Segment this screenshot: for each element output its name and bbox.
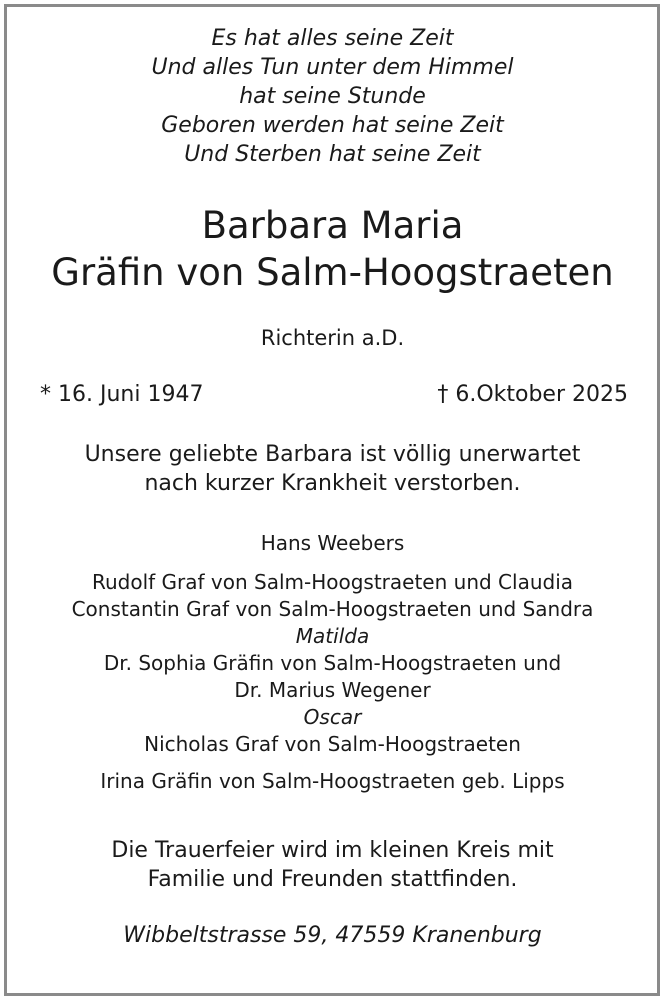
deceased-name xyxy=(0,202,665,296)
mourner-last: Irina Gräfin von Salm-Hoogstraeten geb. Lipps xyxy=(100,769,565,793)
mourner-family-line: Dr. Sophia Gräfin von Salm-Hoogstraeten und xyxy=(103,651,562,675)
funeral-service-note xyxy=(0,836,665,894)
mourners-list xyxy=(0,530,665,795)
mourner-family-line: Constantin Graf von Salm-Hoogstraeten und Sandra xyxy=(71,597,594,621)
verse-line: Geboren werden hat seine Zeit xyxy=(161,113,504,138)
mourner-grandchild: Oscar xyxy=(303,705,362,729)
verse-line: Es hat alles seine Zeit xyxy=(211,26,454,51)
announcement-message xyxy=(0,440,665,498)
message-line: Unsere geliebte Barbara ist völlig unerwartet xyxy=(84,442,581,467)
address: Wibbeltstrasse 59, 47559 Kranenburg xyxy=(123,923,542,948)
mourner-family-line: Rudolf Graf von Salm-Hoogstraeten und Claudia xyxy=(91,570,574,594)
mourner-grandchild: Matilda xyxy=(295,624,370,648)
deceased-name-line2: Gräfin von Salm-Hoogstraeten xyxy=(51,251,614,294)
mourner-partner: Hans Weebers xyxy=(260,531,405,555)
verse-line: Und alles Tun unter dem Himmel xyxy=(151,55,514,80)
service-line: Die Trauerfeier wird im kleinen Kreis mit xyxy=(111,838,554,863)
mourner-family-line: Nicholas Graf von Salm-Hoogstraeten xyxy=(144,732,521,756)
service-line: Familie und Freunden stattfinden. xyxy=(147,867,518,892)
birth-date: * 16. Juni 1947 xyxy=(40,382,204,407)
verse-line: Und Sterben hat seine Zeit xyxy=(184,142,481,167)
mourner-family-line: Dr. Marius Wegener xyxy=(234,678,431,702)
verse-line: hat seine Stunde xyxy=(239,84,426,109)
verse xyxy=(0,24,665,169)
message-line: nach kurzer Krankheit verstorben. xyxy=(144,471,521,496)
deceased-title: Richterin a.D. xyxy=(260,326,405,350)
deceased-name-line1: Barbara Maria xyxy=(201,204,464,247)
death-date: † 6.Oktober 2025 xyxy=(437,382,628,407)
